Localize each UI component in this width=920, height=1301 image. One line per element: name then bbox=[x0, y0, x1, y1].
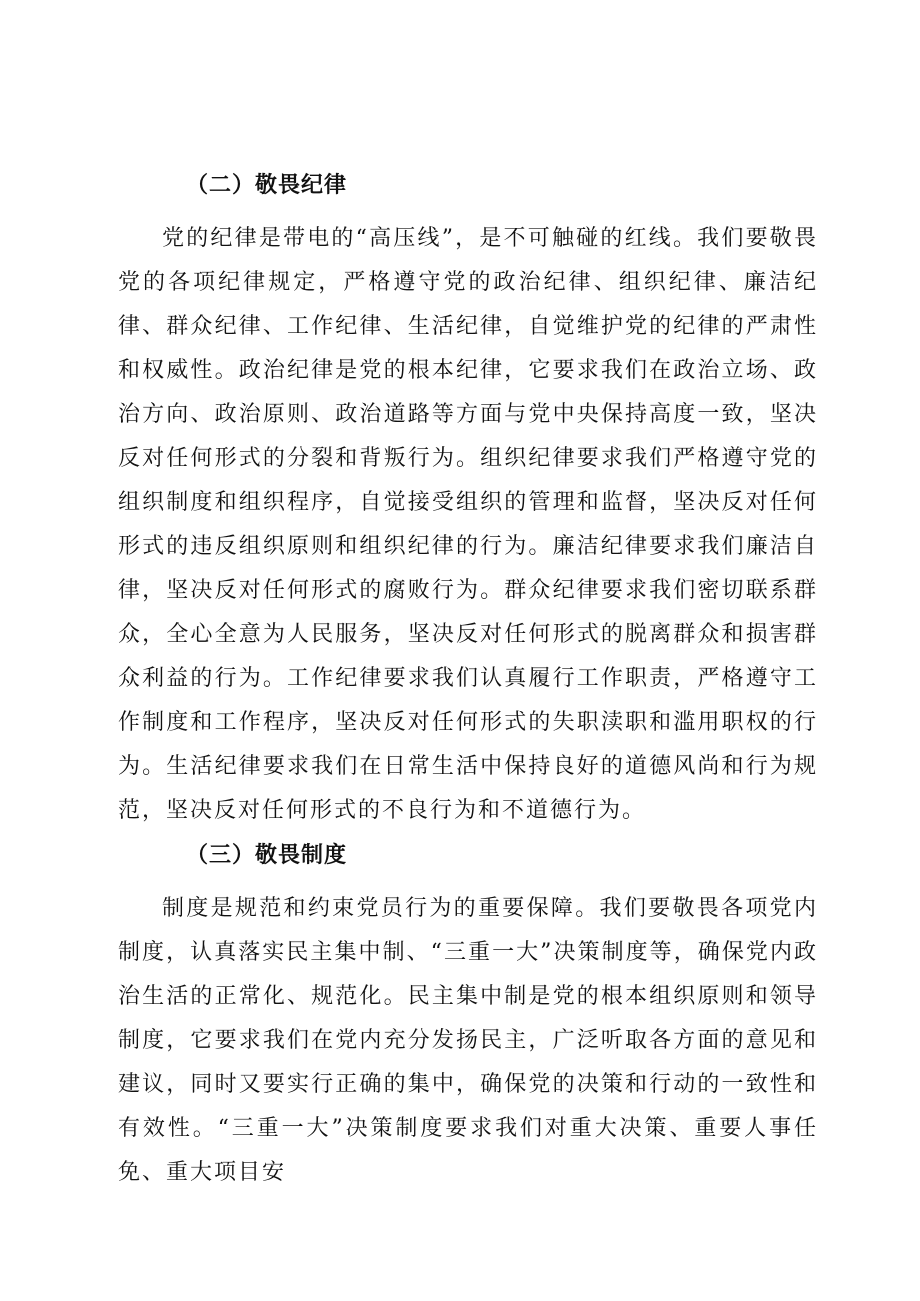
spacer bbox=[118, 207, 818, 217]
section-paragraph-system: 制度是规范和约束党员行为的重要保障。我们要敬畏各项党内制度，认真落实民主集中制、“三重一大”决策制度等，确保党内政治生活的正常化、规范化。民主集中制是党的根本组织原则和领导制度，它要求我们在党内充分发扬民主，广泛听取各方面的意见和建议，同时又要实行正确的集中，确保党的决策和行动的一致性和有效性。“三重一大”决策制度要求我们对重大决策、重要人事任免、重大项目安 bbox=[118, 896, 818, 1185]
section-paragraph-discipline: 党的纪律是带电的“高压线”，是不可触碰的红线。我们要敬畏党的各项纪律规定，严格遵守党的政治纪律、组织纪律、廉洁纪律、群众纪律、工作纪律、生活纪律，自觉维护党的纪律的严肃性和权威性。政治纪律是党的根本纪律，它要求我们在政治立场、政治方向、政治原则、政治道路等方面与党中央保持高度一致，坚决反对任何形式的分裂和背叛行为。组织纪律要求我们严格遵守党的组织制度和组织程序，自觉接受组织的管理和监督，坚决反对任何形式的违反组织原则和组织纪律的行为。廉洁纪律要求我们廉洁自律，坚决反对任何形式的腐败行为。群众纪律要求我们密切联系群众，全心全意为人民服务，坚决反对任何形式的脱离群众和损害群众利益的行为。工作纪律要求我们认真履行工作职责，严格遵守工作制度和工作程序，坚决反对任何形式的失职渎职和滥用职权的行为。生活纪律要求我们在日常生活中保持良好的道德风尚和行为规范，坚决反对任何形式的不良行为和不道德行为。 bbox=[118, 226, 818, 823]
document-body bbox=[118, 163, 818, 1195]
section-heading-discipline: （二）敬畏纪律 bbox=[186, 172, 348, 198]
spacer bbox=[118, 877, 818, 887]
section-heading-system: （三）敬畏制度 bbox=[186, 842, 348, 868]
